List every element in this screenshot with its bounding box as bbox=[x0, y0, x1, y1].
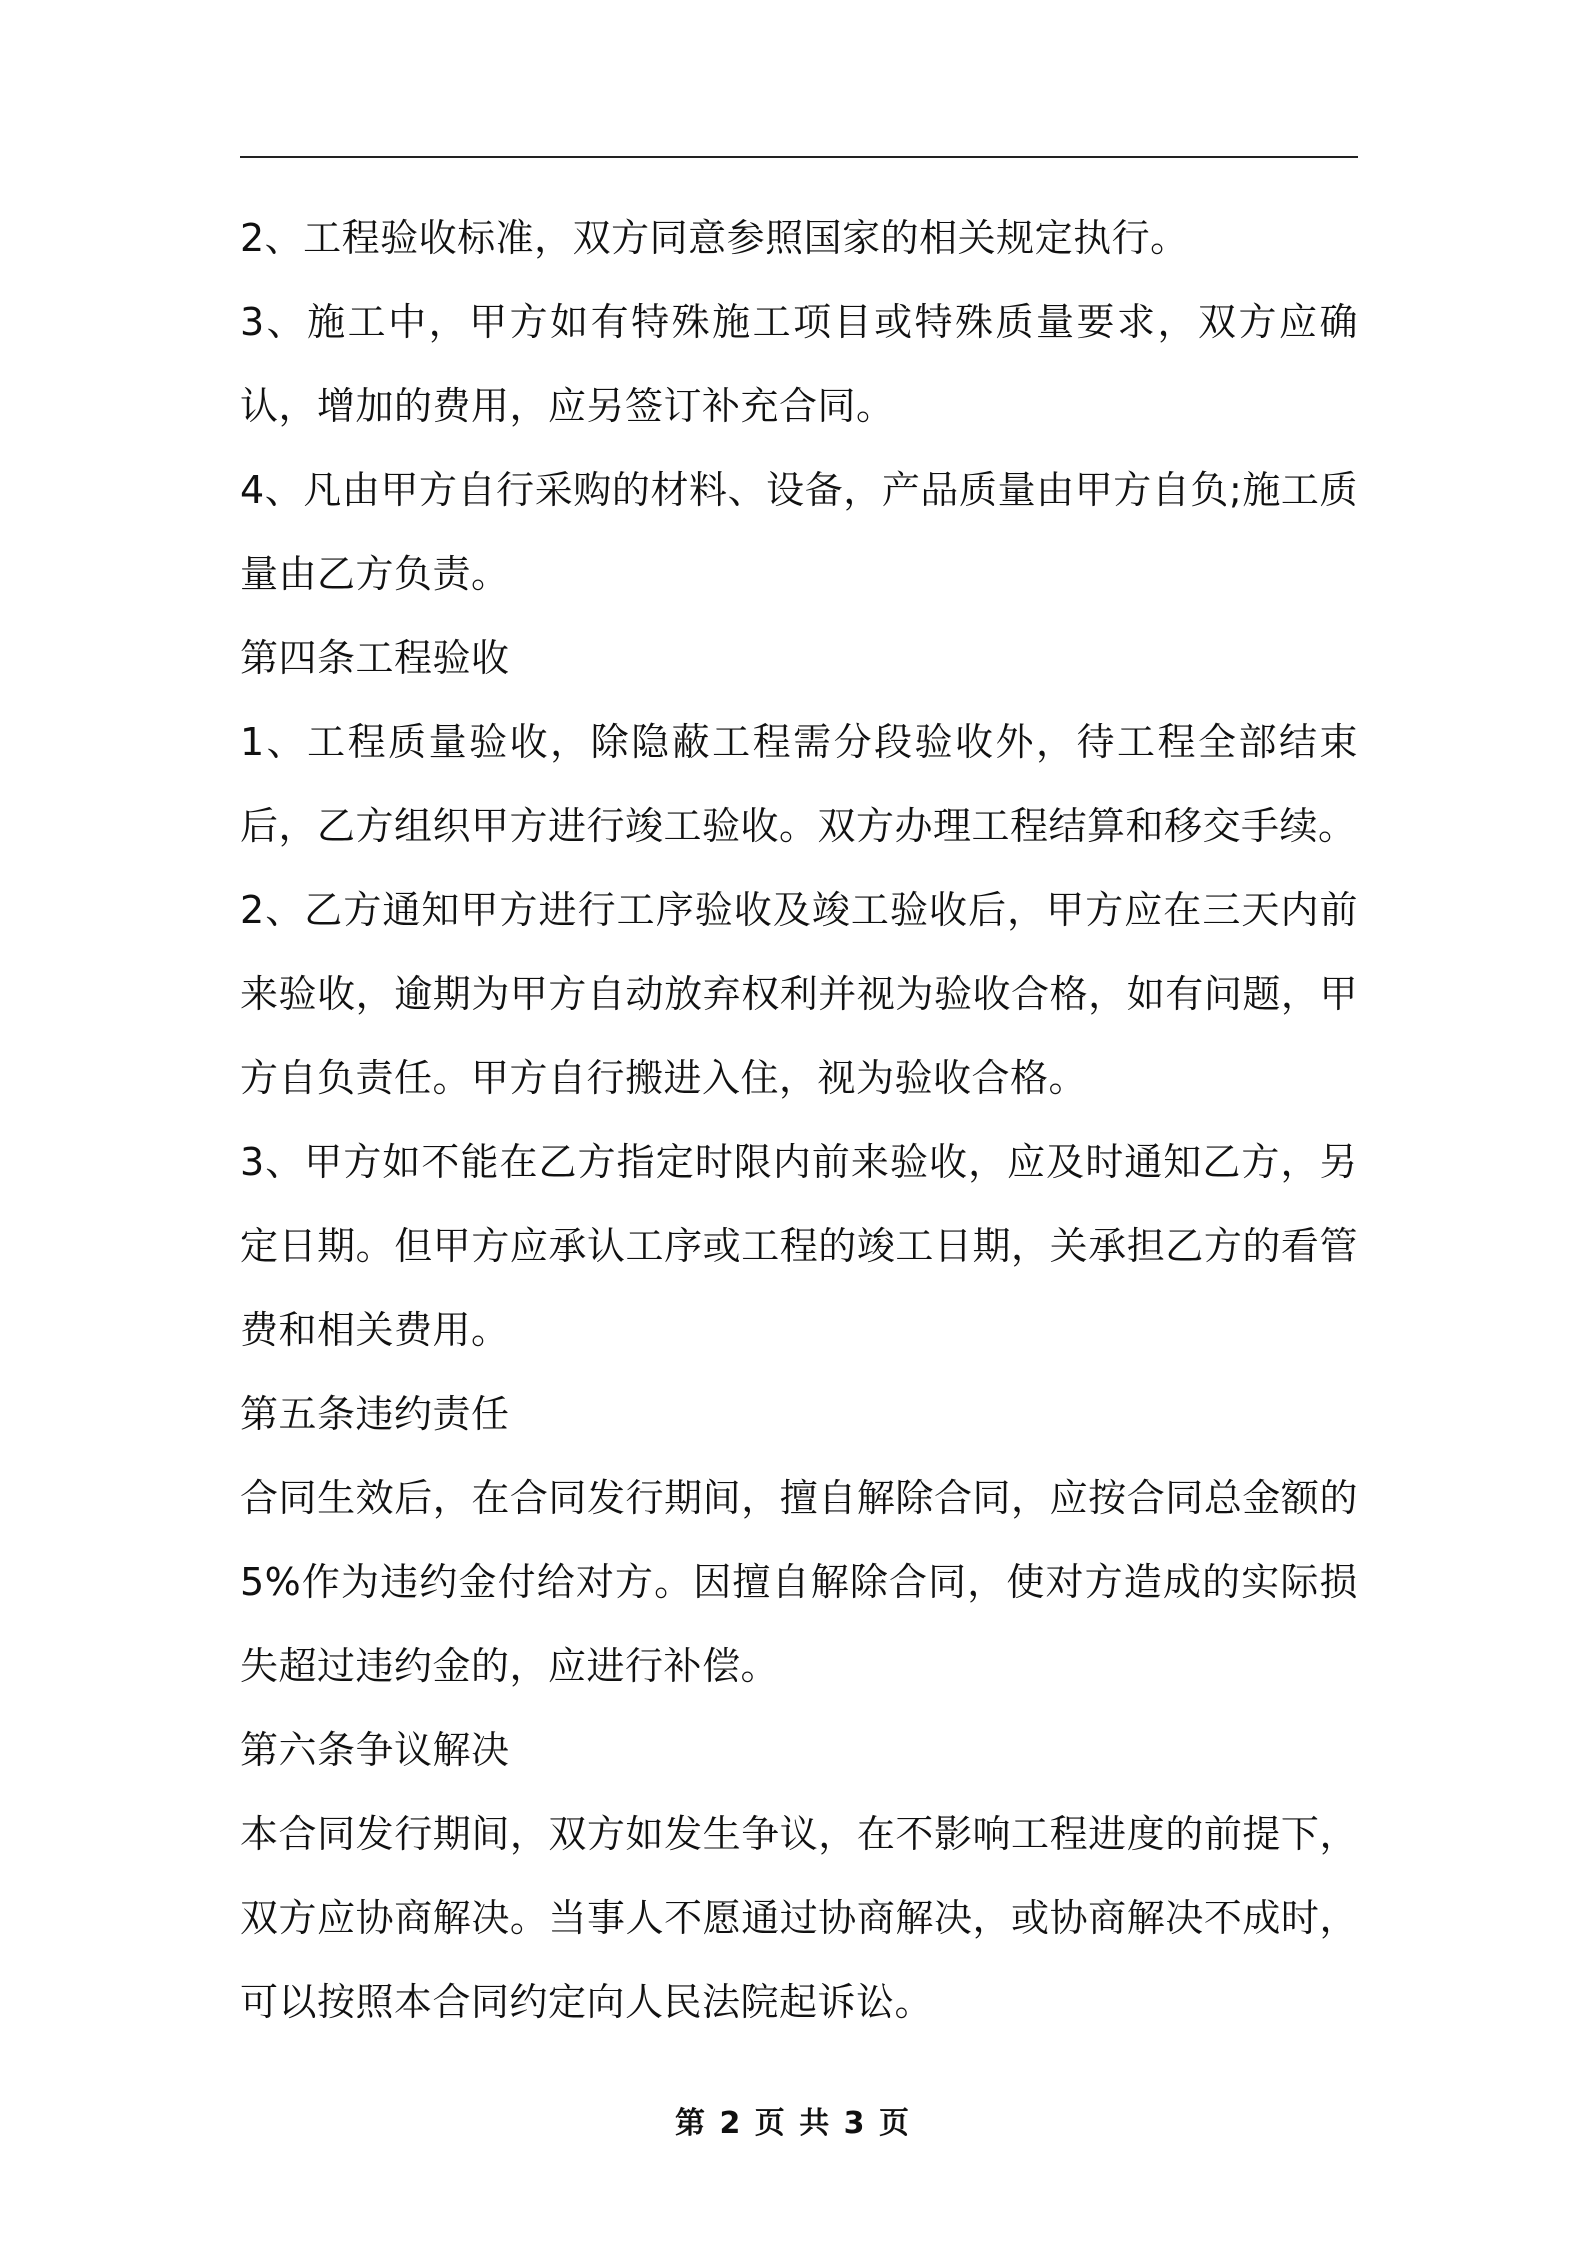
paragraph-article-6-body: 本合同发行期间，双方如发生争议，在不影响工程进度的前提下，双方应协商解决。当事人不愿通过协商解决，或协商解决不成时，可以按照本合同约定向人民法院起诉讼。 bbox=[240, 1812, 1358, 2024]
paragraph-clause-2-acceptance-standard: 2、工程验收标准，双方同意参照国家的相关规定执行。 bbox=[240, 216, 1189, 260]
page-number-footer: 第 2 页 共 3 页 bbox=[675, 2106, 911, 2141]
paragraph-clause-3-special-requirements: 3、施工中，甲方如有特殊施工项目或特殊质量要求，双方应确认，增加的费用，应另签订补充合同。 bbox=[240, 300, 1358, 428]
section-heading-article-5: 第五条违约责任 bbox=[240, 1392, 510, 1436]
paragraph-article-4-item-2: 2、乙方通知甲方进行工序验收及竣工验收后，甲方应在三天内前来验收，逾期为甲方自动放弃权利并视为验收合格，如有问题，甲方自负责任。甲方自行搬进入住，视为验收合格。 bbox=[240, 888, 1358, 1100]
paragraph-article-4-item-3: 3、甲方如不能在乙方指定时限内前来验收，应及时通知乙方，另定日期。但甲方应承认工序或工程的竣工日期，关承担乙方的看管费和相关费用。 bbox=[240, 1140, 1358, 1352]
section-heading-article-6: 第六条争议解决 bbox=[240, 1728, 510, 1772]
paragraph-article-5-body: 合同生效后，在合同发行期间，擅自解除合同，应按合同总金额的5%作为违约金付给对方。因擅自解除合同，使对方造成的实际损失超过违约金的，应进行补偿。 bbox=[240, 1476, 1358, 1688]
document-body bbox=[240, 196, 1358, 2044]
section-heading-article-4: 第四条工程验收 bbox=[240, 636, 510, 680]
paragraph-article-4-item-1: 1、工程质量验收，除隐蔽工程需分段验收外，待工程全部结束后，乙方组织甲方进行竣工验收。双方办理工程结算和移交手续。 bbox=[240, 720, 1358, 848]
header-rule bbox=[240, 156, 1358, 158]
paragraph-clause-4-material-quality: 4、凡由甲方自行采购的材料、设备，产品质量由甲方自负;施工质量由乙方负责。 bbox=[240, 468, 1358, 596]
